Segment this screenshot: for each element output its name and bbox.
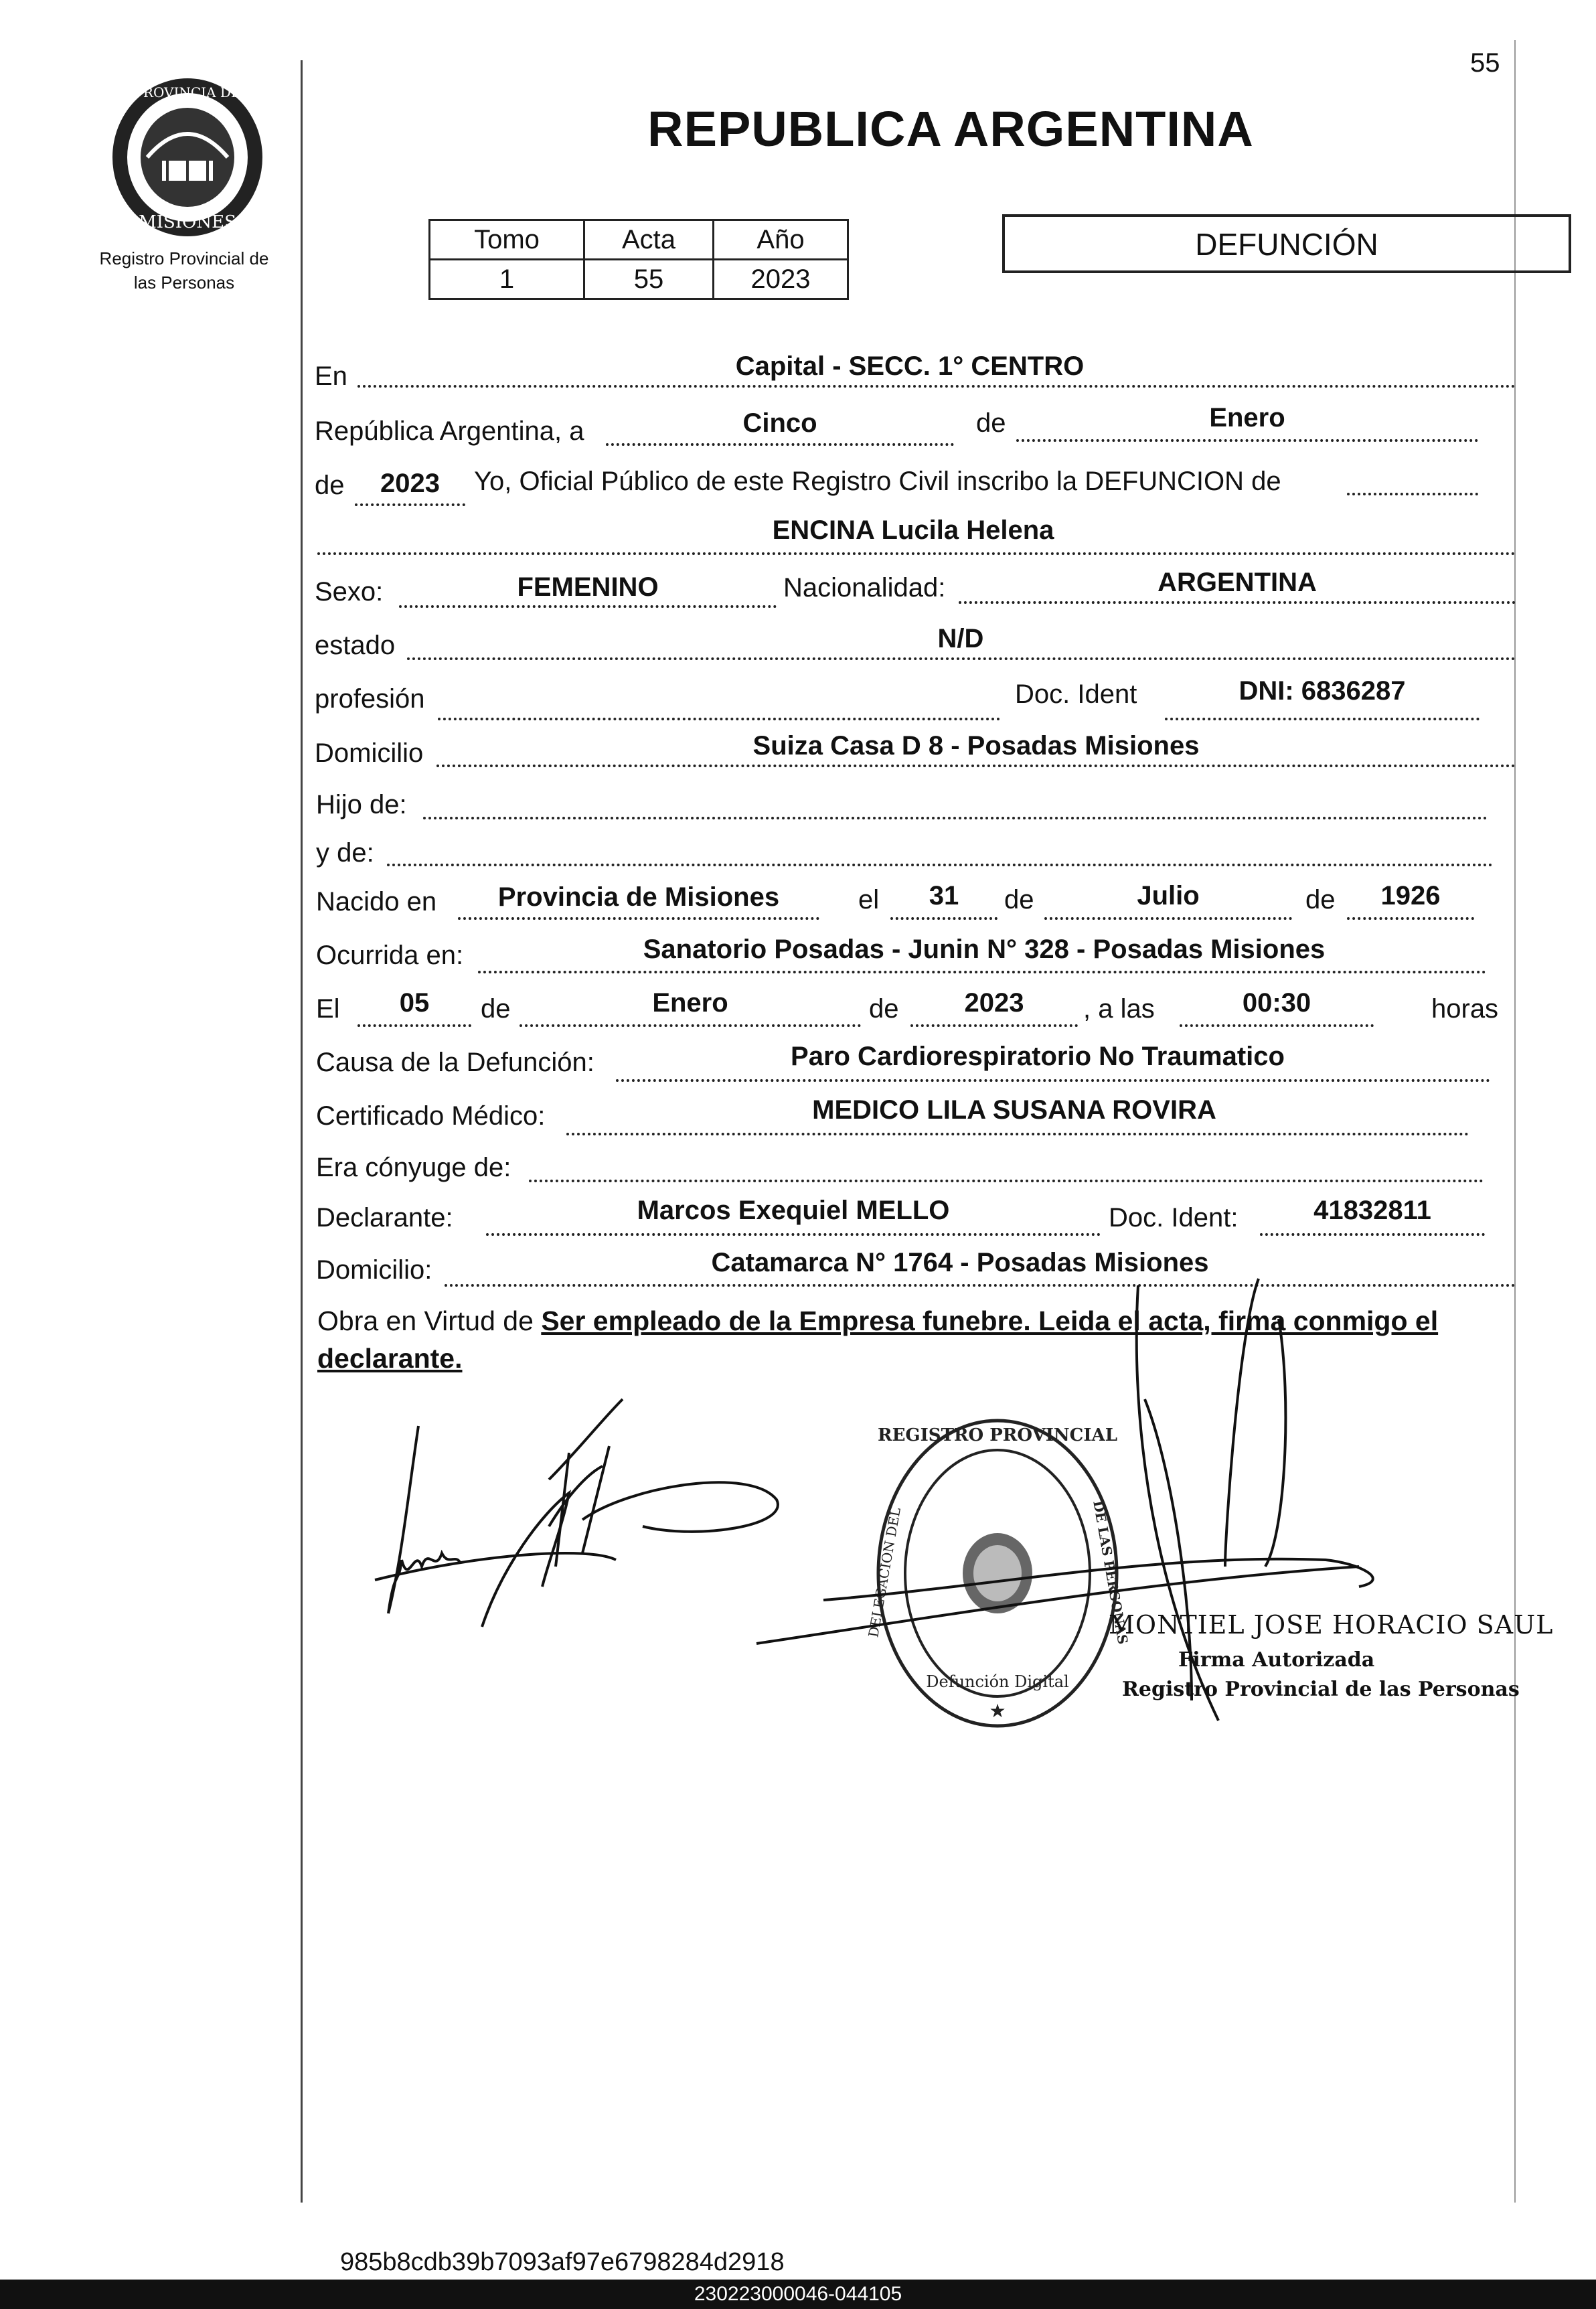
- dotted-line: [890, 917, 998, 920]
- value-def-mes: Enero: [652, 988, 728, 1018]
- label-a-las: , a las: [1083, 994, 1155, 1024]
- left-margin-line: [301, 60, 303, 2203]
- value-anio-registro: 2023: [380, 469, 440, 498]
- label-de: de: [481, 994, 511, 1024]
- record-type-box: DEFUNCIÓN: [1002, 214, 1571, 273]
- label-certificado: Certificado Médico:: [316, 1101, 546, 1131]
- value-mes-registro: Enero: [1209, 403, 1285, 432]
- value-def-hora: 00:30: [1242, 988, 1311, 1018]
- dotted-line: [910, 1024, 1078, 1027]
- label-el-cap: El: [316, 994, 340, 1024]
- label-estado: estado: [315, 631, 396, 660]
- value-nacido-anio: 1926: [1380, 881, 1441, 910]
- svg-text:DELEGACION DEL: DELEGACION DEL: [865, 1506, 904, 1639]
- right-margin-line: [1514, 40, 1516, 2203]
- value-domicilio: Suiza Casa D 8 - Posadas Misiones: [752, 731, 1200, 761]
- value-nacido-dia: 31: [929, 881, 959, 910]
- label-republica: República Argentina, a: [315, 416, 584, 446]
- label-de: de: [1305, 885, 1336, 914]
- value-def-dia: 05: [399, 988, 430, 1018]
- label-yo: Yo, Oficial Público de este Registro Civil inscribo la DEFUNCION de: [474, 467, 1281, 496]
- dotted-line: [436, 765, 1516, 767]
- label-nacido-en: Nacido en: [316, 887, 437, 917]
- dotted-line: [317, 552, 1516, 555]
- svg-text:PROVINCIA DE: PROVINCIA DE: [134, 84, 241, 100]
- registry-seal-logo: [100, 70, 274, 244]
- value-nacido-mes: Julio: [1137, 881, 1200, 910]
- dotted-line: [959, 601, 1516, 604]
- label-conyuge: Era cónyuge de:: [316, 1153, 511, 1182]
- value-obra: Ser empleado de la Empresa funebre. Leida el acta, firma conmigo el declarante.: [317, 1305, 1439, 1374]
- label-domicilio: Domicilio: [315, 738, 424, 768]
- value-dia-registro: Cinco: [742, 408, 817, 438]
- dotted-line: [407, 657, 1516, 660]
- label-en: En: [315, 362, 347, 391]
- value-nacido-lugar: Provincia de Misiones: [497, 882, 780, 912]
- label-horas: horas: [1431, 994, 1499, 1024]
- label-domicilio-declarante: Domicilio:: [316, 1255, 432, 1285]
- value-lugar: Capital - SECC. 1° CENTRO: [735, 351, 1085, 381]
- dotted-line: [616, 1079, 1490, 1082]
- page-number: 55: [1470, 48, 1500, 78]
- dotted-line: [387, 864, 1493, 866]
- value-sexo: FEMENINO: [517, 572, 659, 602]
- svg-text:★: ★: [989, 1700, 1006, 1721]
- page-title: REPUBLICA ARGENTINA: [647, 101, 1254, 157]
- value-doc: DNI: 6836287: [1239, 676, 1406, 706]
- svg-text:Defunción Digital: Defunción Digital: [926, 1672, 1069, 1691]
- dotted-line: [478, 971, 1486, 973]
- dotted-line: [606, 443, 954, 446]
- value-def-anio: 2023: [964, 988, 1024, 1018]
- value-declarante-domicilio: Catamarca N° 1764 - Posadas Misiones: [711, 1248, 1209, 1277]
- value-declarante-doc: 41832811: [1313, 1196, 1431, 1225]
- dotted-line: [520, 1024, 861, 1027]
- label-causa: Causa de la Defunción:: [316, 1048, 594, 1077]
- value-estado: N/D: [937, 624, 984, 653]
- label-de: de: [1004, 885, 1034, 914]
- label-de: de: [869, 994, 899, 1024]
- dotted-line: [438, 718, 1000, 720]
- value-nombre: ENCINA Lucila Helena: [772, 515, 1054, 545]
- label-declarante: Declarante:: [316, 1203, 453, 1232]
- anio-header: Año: [714, 220, 848, 260]
- label-nacionalidad: Nacionalidad:: [783, 573, 946, 603]
- dotted-line: [1016, 439, 1478, 442]
- dotted-line: [1165, 718, 1480, 720]
- document-hash: 985b8cdb39b7093af97e6798284d2918: [340, 2248, 785, 2276]
- anio-value: 2023: [714, 260, 848, 299]
- svg-text:MISIONES: MISIONES: [139, 212, 236, 232]
- label-de: de: [315, 471, 345, 500]
- value-causa: Paro Cardiorespiratorio No Traumatico: [791, 1042, 1285, 1071]
- footer-id: 230223000046-044105: [0, 2280, 1596, 2309]
- value-declarante: Marcos Exequiel MELLO: [637, 1196, 950, 1225]
- record-table: [428, 219, 849, 300]
- acta-header: Acta: [584, 220, 714, 260]
- official-name: MONTIEL JOSE HORACIO SAUL: [1109, 1610, 1554, 1640]
- dotted-line: [1347, 917, 1474, 920]
- official-role: Firma Autorizada: [1178, 1648, 1375, 1672]
- acta-value: 55: [584, 260, 714, 299]
- label-doc-ident-declarante: Doc. Ident:: [1109, 1203, 1239, 1232]
- svg-text:DE LAS PERSONAS: DE LAS PERSONAS: [1090, 1499, 1131, 1646]
- registry-label: Registro Provincial de las Personas: [99, 248, 269, 293]
- dotted-line: [399, 605, 777, 608]
- value-ocurrida: Sanatorio Posadas - Junin N° 328 - Posadas Misiones: [643, 935, 1326, 964]
- official-org: Registro Provincial de las Personas: [1122, 1678, 1520, 1701]
- tomo-header: Tomo: [430, 220, 584, 260]
- label-obra: Obra en Virtud de: [317, 1305, 534, 1336]
- dotted-line: [355, 503, 465, 506]
- declarant-signature: [348, 1392, 817, 1680]
- dotted-line: [357, 385, 1516, 388]
- tomo-value: 1: [430, 260, 584, 299]
- label-de: de: [976, 408, 1006, 438]
- label-sexo: Sexo:: [315, 577, 384, 607]
- dotted-line: [423, 817, 1488, 819]
- dotted-line: [458, 917, 819, 920]
- label-doc-ident: Doc. Ident: [1015, 680, 1137, 709]
- label-hijo-de: Hijo de:: [316, 790, 407, 819]
- dotted-line: [1260, 1233, 1485, 1236]
- dotted-line: [529, 1180, 1484, 1182]
- svg-text:REGISTRO PROVINCIAL: REGISTRO PROVINCIAL: [878, 1425, 1117, 1445]
- label-ocurrida-en: Ocurrida en:: [316, 941, 464, 970]
- dotted-line: [486, 1233, 1101, 1236]
- dotted-line: [1180, 1024, 1374, 1027]
- dotted-line: [566, 1133, 1469, 1135]
- value-nacionalidad: ARGENTINA: [1158, 568, 1317, 597]
- label-profesion: profesión: [315, 684, 425, 714]
- dotted-line: [1347, 493, 1478, 495]
- dotted-line: [357, 1024, 471, 1027]
- dotted-line: [1044, 917, 1292, 920]
- label-y-de: y de:: [316, 838, 374, 868]
- value-certificado: MEDICO LILA SUSANA ROVIRA: [812, 1095, 1216, 1125]
- label-el: el: [858, 885, 880, 914]
